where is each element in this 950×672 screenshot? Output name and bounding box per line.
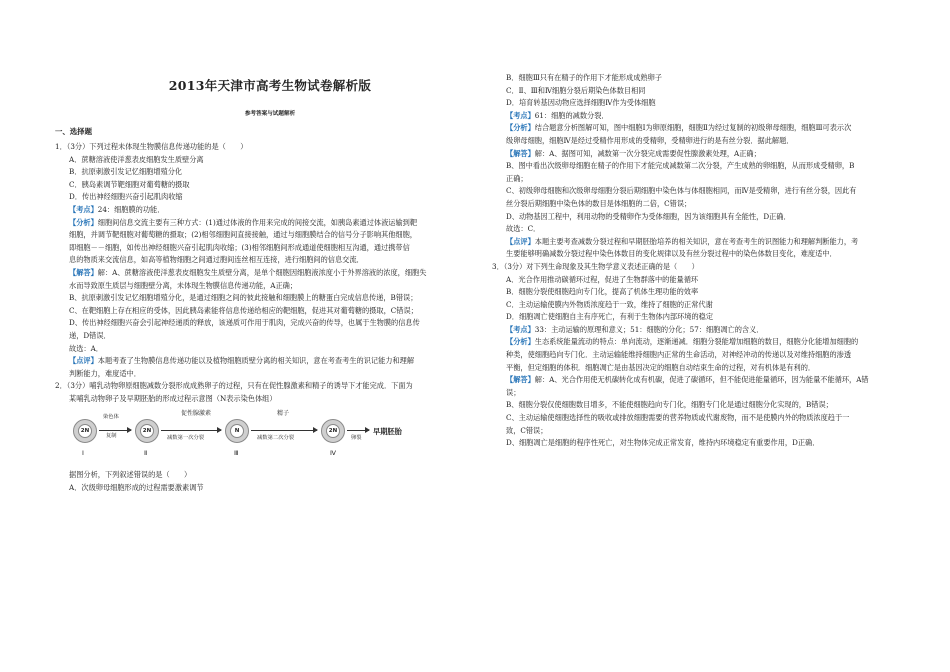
option-a: A．蔗糖溶液使洋葱表皮细胞发生质壁分离 <box>69 154 204 164</box>
jieda-tag: 【解答】 <box>506 148 535 158</box>
jieda-text: 解：A、据图可知，减数第一次分裂完成需要促性腺激素处理，A正确； <box>534 148 761 158</box>
option-b: B．细胞分裂使细胞趋向专门化，提高了机体生理功能的效率 <box>506 287 699 297</box>
cell-iii <box>225 419 249 443</box>
jieda-cont: B、抗原刺激引发记忆细胞增殖分化，是通过细胞之间的彼此接触和细胞膜上的糖蛋白完成信息传递，B错误； <box>69 293 418 303</box>
question-1 <box>55 141 485 380</box>
dianping-tag: 【点评】 <box>506 236 535 246</box>
jieda-cont: 递，D错误． <box>69 330 111 340</box>
cell-roman: Ⅲ <box>234 449 239 458</box>
kaodian-text: 61：细胞的减数分裂． <box>534 110 609 120</box>
question-prompt: 据图分析，下列叙述错误的是（ ） <box>69 470 192 480</box>
cell-label: 2N <box>78 424 92 438</box>
right-column <box>492 72 922 450</box>
question-stem: 2．（3分）哺乳动物卵原细胞减数分裂形成成熟卵子的过程，只有在促性腺激素和精子的诱导下才能完成．下面为 <box>55 381 413 391</box>
fenxi-cont: 级卵母细胞，细胞Ⅳ是经过受精作用形成的受精卵，受精卵进行的是有丝分裂．据此解题． <box>506 135 794 145</box>
cell-roman: Ⅰ <box>82 449 84 458</box>
dianping-tag: 【点评】 <box>69 356 98 366</box>
fenxi-cont: 平衡，但定细胞的体积．细胞凋亡是由基因决定的细胞自动结束生命的过程，对有机体是有利的． <box>506 362 816 372</box>
fenxi-cont: 细胞，并调节靶细胞对葡萄糖的摄取；(2)相邻细胞间直接接触，通过与细胞膜结合的信号分子影响其他细胞， <box>69 230 417 240</box>
cell-label: 2N <box>140 424 154 438</box>
jieda-cont: D、动物基因工程中，利用动物的受精卵作为受体细胞，因为该细胞具有全能性，D正确． <box>506 211 791 221</box>
kaodian-tag: 【考点】 <box>506 110 535 120</box>
fenxi-tag: 【分析】 <box>506 123 535 133</box>
dianping-line <box>492 236 922 249</box>
dianping-text: 本题考查了生物膜信息传递功能以及植物细胞质壁分离的相关知识，意在考查考生的识记能力和理解 <box>97 356 415 366</box>
answer-line: 故选：C． <box>506 224 541 234</box>
cell-roman: Ⅱ <box>144 449 148 458</box>
fenxi-text: 细胞间信息交流主要有三种方式：(1)通过体液的作用来完成的间接交流，如胰岛素通过体液运输到靶 <box>97 217 418 227</box>
fenxi-tag: 【分析】 <box>69 217 98 227</box>
option-c: C．胰岛素调节靶细胞对葡萄糖的摄取 <box>69 179 190 189</box>
option-c: C．主动运输使膜内外物质浓度趋于一致，维持了细胞的正常代谢 <box>506 299 713 309</box>
option-d: D．细胞凋亡使细胞自主有序死亡，有利于生物体内部环境的稳定 <box>506 312 714 322</box>
jieda-cont: 正确； <box>506 173 528 183</box>
arrow-label: 减数第二次分裂 <box>257 435 295 442</box>
document-title: 2013年天津市高考生物试卷解析版 <box>168 78 372 93</box>
kaodian-line <box>492 324 922 337</box>
cell-roman: Ⅳ <box>330 449 336 458</box>
jieda-cont: C、初级卵母细胞和次级卵母细胞分裂后期细胞中染色体与体细胞相同，而Ⅳ是受精卵，进行有丝分裂，因此有 <box>506 186 857 196</box>
arrow-label: 精子 <box>277 410 290 418</box>
kaodian-line <box>492 110 922 123</box>
cell-label: N <box>230 424 244 438</box>
fenxi-line <box>492 336 922 349</box>
fenxi-cont: 息的物质来交流信息，如高等植物细胞之间通过胞间连丝相互连接，进行细胞间的信息交流． <box>69 255 364 265</box>
arrow-label: 复制 <box>106 433 117 440</box>
jieda-tag: 【解答】 <box>506 375 535 385</box>
fenxi-cont: 种类，使细胞趋向专门化．主动运输能维持细胞内正常的生命活动，对神经冲动的传递以及对维持细胞的渗透 <box>506 350 852 360</box>
option-b: B．细胞Ⅲ只有在精子的作用下才能形成成熟卵子 <box>506 73 662 82</box>
jieda-text: 解：A、光合作用使无机碳转化成有机碳，促进了碳循环，但不能促进能量循环，因为能量不能循环，A错 <box>534 375 869 385</box>
kaodian-tag: 【考点】 <box>69 204 98 214</box>
dianping-cont: 生要能够明确减数分裂过程中染色体数目的变化规律以及有丝分裂过程中的染色体数目变化，难度适中． <box>506 249 837 259</box>
cell-i <box>73 419 97 443</box>
fenxi-tag: 【分析】 <box>506 337 535 347</box>
question-2 <box>55 380 485 494</box>
question-stem: 1．（3分）下列过程未体现生物膜信息传递功能的是（ ） <box>55 142 248 151</box>
kaodian-line <box>55 204 485 217</box>
cell-label: 2N <box>326 424 340 438</box>
oocyte-formation-diagram <box>69 409 419 465</box>
jieda-cont: B、图中看出次级卵母细胞在精子的作用下才能完成减数第二次分裂，产生成熟的卵细胞，从而形成受精卵，B <box>506 161 855 171</box>
jieda-cont: C、主动运输使细胞选择性的吸收或排放细胞需要的营养物质或代谢废物，而不是使膜内外的物质浓度趋于一 <box>506 413 850 423</box>
dianping-cont: 判断能力，难度适中． <box>69 368 141 378</box>
arrow-connector <box>161 430 221 431</box>
jieda-cont: B、细胞分裂仅使细胞数目增多，不能使细胞趋向专门化，细胞专门化是通过细胞分化实现的，B错误； <box>506 400 833 410</box>
early-embryo-label: 早期胚胎 <box>373 427 402 437</box>
option-d: D．培育转基因动物应选择细胞Ⅳ作为受体细胞 <box>506 98 656 108</box>
question-3 <box>492 261 922 450</box>
fenxi-text: 生态系统能量流动的特点：单向流动，逐渐递减．细胞分裂能增加细胞的数目，细胞分化能增加细胞的 <box>534 337 859 347</box>
question-2-cont <box>492 72 922 261</box>
left-column <box>55 78 485 495</box>
arrow-connector <box>99 430 131 431</box>
jieda-cont: C、在靶细胞上存在相应的受体，因此胰岛素能将信息传递给相应的靶细胞，促进其对葡萄糖的摄取，C错误； <box>69 305 418 315</box>
option-c: C．Ⅱ、Ⅲ和Ⅳ细胞分裂后期染色体数目相同 <box>506 85 646 95</box>
arrow-connector <box>251 430 317 431</box>
document-subtitle: 参考答案与试题解析 <box>244 111 296 117</box>
arrow-label: 卵裂 <box>351 435 362 442</box>
cell-iv <box>321 419 345 443</box>
kaodian-text: 33：主动运输的原理和意义；51：细胞的分化；57：细胞凋亡的含义． <box>534 324 764 334</box>
question-stem-cont: 某哺乳动物卵子及早期胚胎的形成过程示意图（N表示染色体组） <box>69 393 277 403</box>
question-stem: 3．（3分）对下列生命现象及其生物学意义表述正确的是（ ） <box>492 261 699 271</box>
jieda-cont: 水而导致原生质层与细胞壁分离，未体现生物膜信息传递功能，A正确； <box>69 280 298 290</box>
fenxi-line <box>55 217 485 230</box>
jieda-line <box>492 148 922 161</box>
arrow-label: 促性腺激素 <box>181 410 212 418</box>
dianping-text: 本题主要考查减数分裂过程和早期胚胎培养的相关知识，意在考查考生的识图能力和理解判断能力，考 <box>534 236 859 246</box>
jieda-line <box>492 374 922 387</box>
option-a: A．光合作用推动碳循环过程，促进了生物群落中的能量循环 <box>506 274 699 284</box>
arrow-connector <box>347 430 369 431</box>
jieda-tag: 【解答】 <box>69 267 98 277</box>
option-d: D．传出神经细胞兴奋引起肌肉收缩 <box>69 192 183 202</box>
jieda-text: 解：A、蔗糖溶液使洋葱表皮细胞发生质壁分离，是单个细胞因细胞液浓度小于外界溶液的浓度，细胞失 <box>97 267 427 277</box>
fenxi-line <box>492 122 922 135</box>
jieda-cont: 丝分裂后期细胞中染色体的数目是体细胞的二倍，C错误； <box>506 198 692 208</box>
jieda-cont: D、细胞凋亡是细胞的程序性死亡，对生物体完成正常发育，维持内环境稳定有重要作用，D正确． <box>506 438 820 448</box>
section-heading: 一、选择题 <box>55 127 92 136</box>
kaodian-text: 24：细胞膜的功能． <box>97 204 165 214</box>
jieda-line <box>55 267 485 280</box>
fenxi-text: 结合题意分析图解可知，图中细胞Ⅰ为卵原细胞，细胞Ⅱ为经过复制的初级卵母细胞，细胞Ⅲ可表示次 <box>534 123 852 133</box>
option-b: B．抗原刺激引发记忆细胞增殖分化 <box>69 167 183 177</box>
answer-line: 故选：A． <box>69 343 103 353</box>
jieda-cont: 误； <box>506 387 521 397</box>
arrow-label: 减数第一次分裂 <box>167 435 205 442</box>
arrow-label: 染色体 <box>103 414 119 421</box>
cell-ii <box>135 419 159 443</box>
jieda-cont: 致，C错误； <box>506 425 548 435</box>
jieda-cont: D、传出神经细胞兴奋会引起神经递质的释放，该递质可作用于肌肉，完成兴奋的传导，也属于生物膜的信息传 <box>69 318 420 328</box>
dianping-line <box>55 355 485 368</box>
fenxi-cont: 即细胞－－细胞，如传出神经细胞兴奋引起肌肉收缩；(3)相邻细胞间形成通道使细胞相互沟通，通过携带信 <box>69 242 410 252</box>
option-a: A．次级卵母细胞形成的过程需要激素调节 <box>69 483 204 493</box>
kaodian-tag: 【考点】 <box>506 324 535 334</box>
